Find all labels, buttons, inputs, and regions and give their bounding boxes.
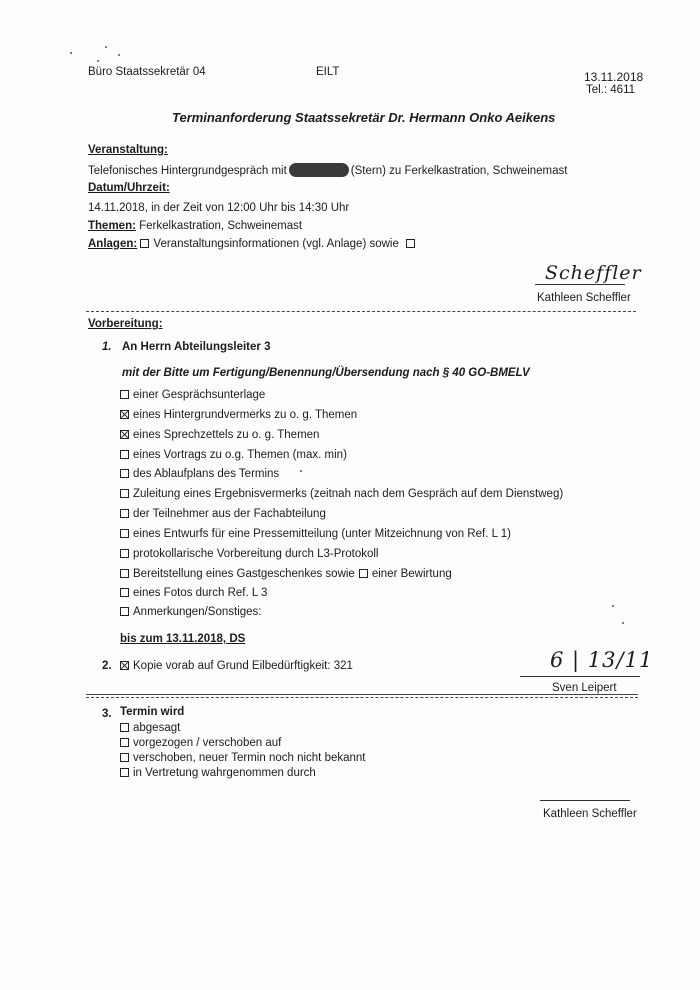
option-checkbox[interactable] <box>120 509 129 518</box>
option-checkbox[interactable] <box>120 410 129 419</box>
option-item <box>120 508 326 520</box>
signature-name-3: Kathleen Scheffler <box>543 808 637 820</box>
option-item <box>120 389 265 401</box>
item3-option <box>120 722 180 734</box>
topics-label: Themen: <box>88 220 136 232</box>
option-checkbox[interactable] <box>120 549 129 558</box>
option-item <box>120 528 511 540</box>
signature-line-3 <box>540 800 630 801</box>
option-label: eines Sprechzettels zu o. g. Themen <box>133 429 320 441</box>
event-text-after: (Stern) zu Ferkelkastration, Schweinemast <box>350 165 568 177</box>
attachments-row <box>88 238 419 250</box>
item3-option-label: verschoben, neuer Termin noch nicht bekannt <box>133 752 366 764</box>
option-checkbox[interactable] <box>120 450 129 459</box>
item3-option <box>120 767 316 779</box>
event-text <box>88 163 567 177</box>
option-label: des Ablaufplans des Termins <box>133 468 280 480</box>
item3-checkbox[interactable] <box>120 723 129 732</box>
option-label: protokollarische Vorbereitung durch L3-Protokoll <box>133 548 379 560</box>
option-checkbox[interactable] <box>120 607 129 616</box>
option-item <box>120 548 378 560</box>
option-label: eines Entwurfs für eine Pressemitteilung (unter Mitzeichnung von Ref. L 1) <box>133 528 511 540</box>
option-checkbox[interactable] <box>120 469 129 478</box>
option-checkbox[interactable] <box>120 588 129 597</box>
divider-2 <box>86 694 638 695</box>
topics-row <box>88 220 302 232</box>
option-item <box>120 409 357 421</box>
option-checkbox[interactable] <box>120 489 129 498</box>
option-label: eines Vortrags zu o.g. Themen (max. min) <box>133 449 347 461</box>
item3-option-label: vorgezogen / verschoben auf <box>133 737 282 749</box>
item2-text: Kopie vorab auf Grund Eilbedürftigkeit: 321 <box>133 660 353 672</box>
option-label: der Teilnehmer aus der Fachabteilung <box>133 508 326 520</box>
attachments-extra-checkbox[interactable] <box>406 239 415 248</box>
attachments-label: Anlagen: <box>88 238 138 250</box>
option-checkbox[interactable] <box>120 569 129 578</box>
option-extra-label: einer Bewirtung <box>371 568 452 580</box>
option-item <box>120 568 452 580</box>
signature-leipert: 6 | 13/11 <box>550 648 654 672</box>
item3-option-label: in Vertretung wahrgenommen durch <box>133 767 316 779</box>
option-item <box>120 449 347 461</box>
option-label: Zuleitung eines Ergebnisvermerks (zeitnah nach dem Gespräch auf dem Dienstweg) <box>133 488 564 500</box>
signature-line-2 <box>520 676 640 677</box>
deadline: bis zum 13.11.2018, DS <box>120 633 246 645</box>
item1-number: 1. <box>102 341 112 353</box>
event-label: Veranstaltung: <box>88 144 168 156</box>
urgent-label: EILT <box>316 66 340 78</box>
signature-scheffler-1: Scheffler <box>545 262 642 284</box>
divider-2b <box>86 697 638 698</box>
attachments-checkbox[interactable] <box>140 239 149 248</box>
item2-number: 2. <box>102 660 112 672</box>
header-phone: Tel.: 4611 <box>586 84 636 96</box>
attachments-value: Veranstaltungsinformationen (vgl. Anlage) sowie <box>153 238 399 250</box>
item3-title: Termin wird <box>120 706 185 718</box>
item1-title: An Herrn Abteilungsleiter 3 <box>122 341 271 353</box>
option-label: eines Fotos durch Ref. L 3 <box>133 587 268 599</box>
item3-checkbox[interactable] <box>120 768 129 777</box>
option-label: einer Gesprächsunterlage <box>133 389 266 401</box>
option-item <box>120 468 279 480</box>
redaction-block <box>289 163 349 177</box>
item3-option <box>120 737 281 749</box>
item3-number: 3. <box>102 708 112 720</box>
datetime-value: 14.11.2018, in der Zeit von 12:00 Uhr bis 14:30 Uhr <box>88 202 350 214</box>
item1-subtitle: mit der Bitte um Fertigung/Benennung/Übersendung nach § 40 GO-BMELV <box>122 367 530 379</box>
office-label: Büro Staatssekretär 04 <box>88 66 206 78</box>
item3-checkbox[interactable] <box>120 738 129 747</box>
divider-1 <box>86 311 636 312</box>
option-label: Anmerkungen/Sonstiges: <box>133 606 262 618</box>
signature-name-1: Kathleen Scheffler <box>537 292 631 304</box>
signature-name-2: Sven Leipert <box>552 682 617 694</box>
preparation-label: Vorbereitung: <box>88 318 163 330</box>
option-checkbox[interactable] <box>120 529 129 538</box>
option-item <box>120 488 563 500</box>
option-label: eines Hintergrundvermerks zu o. g. Themen <box>133 409 358 421</box>
event-text-before: Telefonisches Hintergrundgespräch mit <box>88 165 287 177</box>
item2-row <box>120 660 353 672</box>
option-item <box>120 606 262 618</box>
signature-line-1 <box>535 284 625 285</box>
page-title: Terminanforderung Staatssekretär Dr. Hermann Onko Aeikens <box>172 110 556 125</box>
item3-option <box>120 752 366 764</box>
option-checkbox[interactable] <box>120 430 129 439</box>
item3-option-label: abgesagt <box>133 722 181 734</box>
topics-value: Ferkelkastration, Schweinemast <box>139 220 303 232</box>
item3-checkbox[interactable] <box>120 753 129 762</box>
datetime-label: Datum/Uhrzeit: <box>88 182 170 194</box>
item2-checkbox[interactable] <box>120 661 129 670</box>
option-checkbox[interactable] <box>120 390 129 399</box>
option-item <box>120 429 319 441</box>
option-extra-checkbox[interactable] <box>359 569 368 578</box>
option-label: Bereitstellung eines Gastgeschenkes sowie <box>133 568 355 580</box>
option-item <box>120 587 267 599</box>
header-date: 13.11.2018 <box>584 70 644 84</box>
